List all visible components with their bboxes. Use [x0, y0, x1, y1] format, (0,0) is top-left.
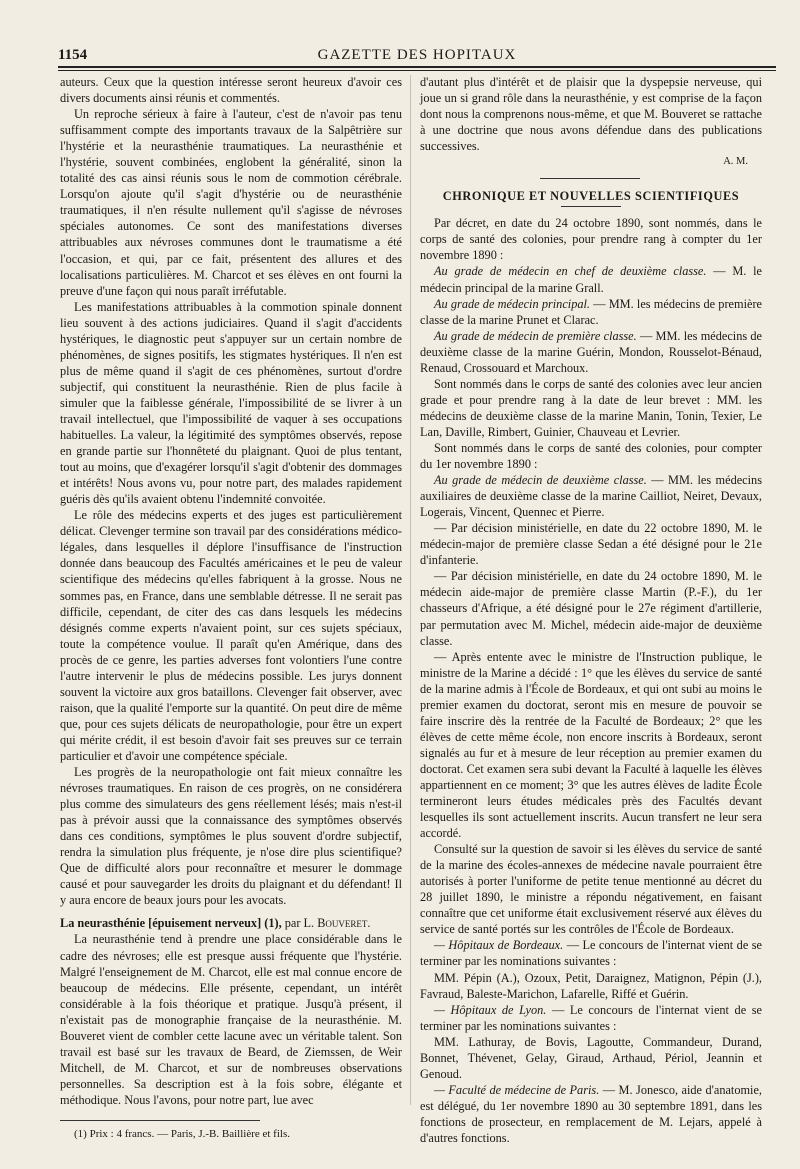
news-text: — M. le médecin principal de la marine Grall. [420, 264, 763, 295]
section-title-rule [561, 206, 621, 207]
paragraph: La neurasthénie tend à prendre une place considérable dans le cadre des névroses; elle est presque aussi fréquente que l'hystérie. Malgré l'enseignement de M. Charcot, elle est mal connue encore de beaucoup de médecins. Elle présente, cependant, un intérêt considérable à la fois théorique et pratique. Jusqu'à présent, il n'existait pas de monographie française de la neurasthénie. M. Bouveret vient de combler cette lacune avec un véritable talent. Son travail est basé sur les travaux de Beard, de Ziemssen, de Weir Mitchell, de M. Charcot, et sur de nombreuses observations personnelles. Sa description est à la fois sobre, élégante et méthodique. Nous l'avons, pour notre part, lue avec [60, 932, 402, 1107]
news-text: — MM. les médecins de première classe de la marine Prunet et Clarac. [420, 296, 762, 327]
rank-label: Au grade de médecin de première classe. [434, 328, 637, 343]
section-separator [420, 170, 762, 186]
institution-label: — Faculté de médecine de Paris. [434, 1082, 600, 1097]
news-item: — Après entente avec le ministre de l'Instruction publique, le ministre de la Marine a décidé : 1° que les élèves du service de santé de la marine admis à l'École de Bordeaux, et qui ont subi au moins le premier examen du doctorat, seront mis en mesure de pouvoir se faire inscrire dès la rentrée de la Faculté de Bordeaux; 2° que les élèves de cette même école, non encore inscrits à Bordeaux, seront signalés au fur et à mesure de leur réception au premier examen du doctorat. Cet examen sera subi devant la Faculté à laquelle les élèves appartiennent en ce moment; 3° que les autres élèves de ladite École termineront leurs études médicales près des Facultés devant lesquelles ils sont actuellement inscrits. Aucun transfert ne leur sera accordé. [420, 649, 762, 841]
news-text: — Le concours de l'internat vient de se terminer par les nominations suivantes : [420, 938, 763, 969]
news-item: MM. Lathuray, de Bovis, Lagoutte, Commandeur, Durand, Bonnet, Thévenet, Gelay, Giraud, Arthaud, Périol, Jeannin et Genoud. [420, 1034, 762, 1081]
news-item: MM. Pépin (A.), Ozoux, Petit, Daraignez, Matignon, Pépin (J.), Favraud, Baleste-Marichon, Lafarelle, Riffé et Guérin. [420, 970, 762, 1001]
news-item: Consulté sur la question de savoir si les élèves du service de santé de la marine des écoles-annexes de médecine navale pourraient être autorisés à porter l'uniforme de petite tenue mentionné au décret du 28 juillet 1890, le ministre a répondu négativement, en faisant connaître que cet uniforme était exclusivement réservé aux élèves du service de santé portés sur les contrôles de l'École de Bordeaux. [420, 842, 762, 937]
news-text: — Le concours de l'internat vient de se terminer par les nominations suivantes : [420, 1002, 762, 1033]
footnote-rule [60, 1120, 260, 1121]
journal-title: GAZETTE DES HOPITAUX [317, 47, 517, 63]
news-item [420, 472, 762, 520]
header-rule-thin [58, 70, 776, 71]
review-by: par L. [281, 916, 318, 931]
section-title: CHRONIQUE ET NOUVELLES SCIENTIFIQUES [442, 189, 740, 204]
page-number: 1154 [58, 47, 88, 63]
footnote: (1) Prix : 4 francs. — Paris, J.-B. Baillière et fils. [74, 1128, 290, 1140]
institution-label: — Hôpitaux de Lyon. [434, 1002, 547, 1017]
news-item: Sont nommés dans le corps de santé des colonies, pour compter du 1er novembre 1890 : [420, 440, 762, 472]
news-item [420, 937, 762, 969]
paragraph: Les progrès de la neuropathologie ont fait mieux connaître les névroses traumatiques. En raison de ces progrès, on ne considérera plus comme des simulateurs des gens réellement lésés; mais n'est-il pas à prévoir aussi que la connaissance des symptômes observés dans ces conditions, symptômes le plus souvent d'ordre subjectif, rendra la simulation plus fréquente, je n'ose dire plus scientifique? Que de difficulté alors pour reconnaître et mesurer le dommage causé et pour sauvegarder les droits du plaignant et du défendant! Il y aura encore de beaux jours pour les avocats. [60, 765, 402, 908]
rank-label: Au grade de médecin en chef de deuxième classe. [434, 264, 707, 279]
column-gutter [410, 75, 411, 1105]
news-item [420, 296, 762, 328]
paragraph: Un reproche sérieux à faire à l'auteur, c'est de n'avoir pas tenu suffisamment compte des importants travaux de la Salpêtrière sur l'hystérie et la neurasthénie traumatiques. La neurasthénie et l'hystérie, souvent combinées, englobent la généralité, sinon la totalité des cas ainsi réunis sous le nom de commotion cérébrale. Lorsqu'on ajoute qu'il s'agit d'hystérie ou de neurasthénie traumatiques, il n'en résulte nullement qu'il s'agisse de névroses spéciales autonomes. Ce sont des manifestations diverses attribuables aux névroses communes dont le traumatisme a été l'occasion, et qui, par ce fait, présentent des allures et des localisations particulières. M. Charcot et ses élèves en ont fourni la preuve d'une façon qui nous paraît irréfutable. [60, 107, 402, 298]
news-text: — MM. les médecins auxiliaires de deuxième classe de la marine Cailliot, Neiret, Devaux, Logerais, Vincent, Quennec et Pierre. [420, 473, 762, 520]
news-item [420, 1002, 762, 1034]
news-item: Par décret, en date du 24 octobre 1890, sont nommés, dans le corps de santé des colonies, pour prendre rang à compter du 1er novembre 1890 : [420, 216, 762, 263]
review-author: Bouveret. [317, 916, 371, 931]
news-item [420, 328, 762, 376]
paragraph: Le rôle des médecins experts et des juges est particulièrement délicat. Clevenger termine son travail par des considérations médico-légales, dans lesquelles il déplore l'insuffisance de l'instruction donnée dans beaucoup des Facultés américaines et le peu de valeur scientifique des médecins qu'elles fabriquent à la grosse. Nous ne sommes pas, en France, dans une semblable détresse. Il ne serait pas difficile, cependant, de citer des cas dans lesquels les médecins désignés comme experts n'avaient point, sur ces sujets spéciaux, toute la compétence voulue. Il paraît qu'en Amérique, dans des procès de ce genre, les parties adverses font volontiers l'une contre l'autre intervenir le plus de médecins possible. Les jurys donnent souvent la victoire aux gros bataillons. Clevenger fait observer, avec raison, que la qualité l'emporte sur la quantité. On peut dire de même que, pour ces sujets délicats de neuropathologie, pour être un expert qui mérite crédit, il est besoin d'avoir fait ses preuves sur ce terrain particulier et d'avoir une compétence spéciale. [60, 508, 402, 763]
news-item [420, 263, 762, 295]
paragraph: Les manifestations attribuables à la commotion spinale donnent lieu souvent à des actions judiciaires. Quand il s'agit d'accidents hystériques, le diagnostic peut s'appuyer sur un certain nombre de phénomènes, de signes positifs, les stigmates hystériques. Il n'en est plus de même quand il s'agit de ces phénomènes, surtout d'ordre subjectif, qui constituent la neurasthénie. Rien de plus facile à simuler que la faiblesse générale, l'impossibilité de se livrer à un travail intellectuel, que l'impossibilité de vaquer à ses occupations habituelles. La valeur, la légitimité des symptômes observés, repose en grande partie sur l'honnêteté du plaignant. Quoi de plus tentant, tout au moins, que d'exagérer lorsqu'il s'agit d'obtenir des dommages et intérêts! Nous avons vu, pour notre part, des malades rapidement guéris dès qu'ils avaient obtenu l'indemnité convoitée. [60, 299, 402, 507]
news-item: Sont nommés dans le corps de santé des colonies avec leur ancien grade et pour prendre rang à la date de leur brevet : MM. les médecins de deuxième classe de la marine Manin, Tonin, Texier, Le Lan, Daville, Rimbert, Guinier, Chauveau et Levrier. [420, 376, 762, 439]
news-item [420, 1082, 762, 1146]
news-item: — Par décision ministérielle, en date du 22 octobre 1890, M. le médecin-major de première classe Sedan a été désigné pour le 21e d'infanterie. [420, 521, 762, 568]
left-column [60, 74, 402, 1142]
right-column [420, 74, 762, 1146]
signature: A. M. [723, 156, 748, 168]
news-text: — MM. les médecins de deuxième classe de la marine Guérin, Mondon, Rousselot-Bénaud, Renaud, Crossouard et Marchoux. [420, 328, 762, 375]
news-text: — M. Jonesco, aide d'anatomie, est délégué, du 1er novembre 1890 au 30 septembre 1891, dans les fonctions de prosecteur, en remplacement de M. Lejars, appelé à d'autres fonctions. [420, 1082, 762, 1145]
paragraph: auteurs. Ceux que la question intéresse seront heureux d'avoir ces divers documents ainsi réunis et commentés. [60, 75, 402, 106]
header-rule-thick [58, 66, 776, 68]
review-title: La neurasthénie [épuisement nerveux] (1), [60, 916, 282, 931]
news-item: — Par décision ministérielle, en date du 24 octobre 1890, M. le médecin aide-major de première classe Martin (P.-F.), du 1er chasseurs d'Afrique, a été désigné pour le 27e régiment d'artillerie, par permutation avec M. Michel, médecin aide-major de deuxième classe. [420, 569, 762, 648]
paragraph: d'autant plus d'intérêt et de plaisir que la dyspepsie nerveuse, qui joue un si grand rôle dans la neurasthénie, y est comprise de la façon dont nous la comprenons nous-même, et que M. Bouveret se rattache à une doctrine que nous avons défendue dans des publications successives. [420, 75, 762, 154]
review-heading [60, 915, 402, 931]
rank-label: Au grade de médecin de deuxième classe. [434, 473, 647, 488]
institution-label: — Hôpitaux de Bordeaux. [434, 938, 564, 953]
rank-label: Au grade de médecin principal. [434, 296, 590, 311]
